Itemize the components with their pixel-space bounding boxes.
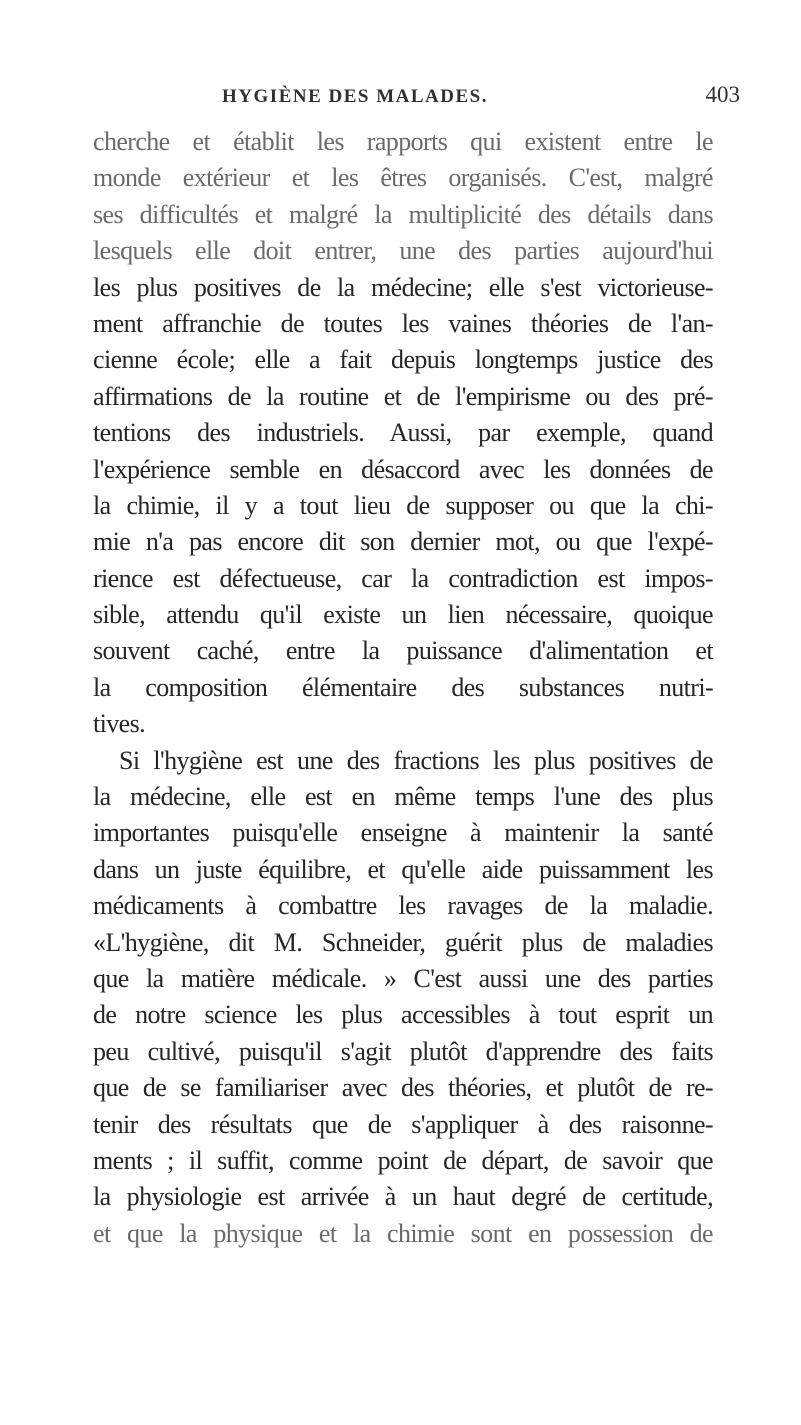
text-line: cienne école; elle a fait depuis longtemps justice des [93,345,713,375]
page-header [60,84,740,114]
body-text [93,124,713,1252]
text-line: importantes puisqu'elle enseigne à maintenir la santé [93,818,713,848]
text-line: les plus positives de la médecine; elle s'est victorieuse- [93,272,713,302]
text-line: tives. [93,709,146,739]
text-line: ments ; il suffit, comme point de départ, de savoir que [93,1145,713,1175]
text-line: la médecine, elle est en même temps l'une des plus [93,782,713,812]
text-line: lesquels elle doit entrer, une des parties aujourd'hui [93,236,713,266]
text-line: la chimie, il y a tout lieu de supposer ou que la chi- [93,490,713,520]
text-line: cherche et établit les rapports qui existent entre le [93,127,713,156]
text-line: Si l'hygiène est une des fractions les plus positives de [119,745,713,775]
text-line: dans un juste équilibre, et qu'elle aide puissamment les [93,854,713,884]
text-line: monde extérieur et les êtres organisés. C'est, malgré [93,163,713,193]
text-line: sible, attendu qu'il existe un lien nécessaire, quoique [93,600,713,630]
text-line: tenir des résultats que de s'appliquer à des raisonne- [93,1109,713,1139]
running-title: HYGIÈNE DES MALADES. [222,86,488,107]
page-number: 403 [705,82,740,107]
text-line: et que la physique et la chimie sont en possession de [93,1218,713,1248]
text-line: l'expérience semble en désaccord avec les données de [93,454,713,484]
text-line: ment affranchie de toutes les vaines théories de l'an- [93,308,713,338]
text-line: mie n'a pas encore dit son dernier mot, ou que l'expé- [93,527,713,557]
text-line: de notre science les plus accessibles à tout esprit un [93,1000,713,1030]
text-line: affirmations de la routine et de l'empirisme ou des pré- [93,381,713,411]
text-line: peu cultivé, puisqu'il s'agit plutôt d'apprendre des faits [93,1036,713,1066]
text-line: rience est défectueuse, car la contradiction est impos- [93,563,713,593]
text-line: que de se familiariser avec des théories, et plutôt de re- [93,1073,713,1103]
text-line: ses difficultés et malgré la multiplicité des détails dans [93,199,713,229]
text-line: que la matière médicale. » C'est aussi une des parties [93,963,713,993]
text-line: la physiologie est arrivée à un haut degré de certitude, [93,1182,713,1212]
text-line: «L'hygiène, dit M. Schneider, guérit plus de maladies [93,927,713,957]
text-line: souvent caché, entre la puissance d'alimentation et [93,636,713,666]
text-line: tentions des industriels. Aussi, par exemple, quand [93,418,713,448]
text-line: la composition élémentaire des substances nutri- [93,672,713,702]
text-line: médicaments à combattre les ravages de la maladie. [93,891,713,921]
